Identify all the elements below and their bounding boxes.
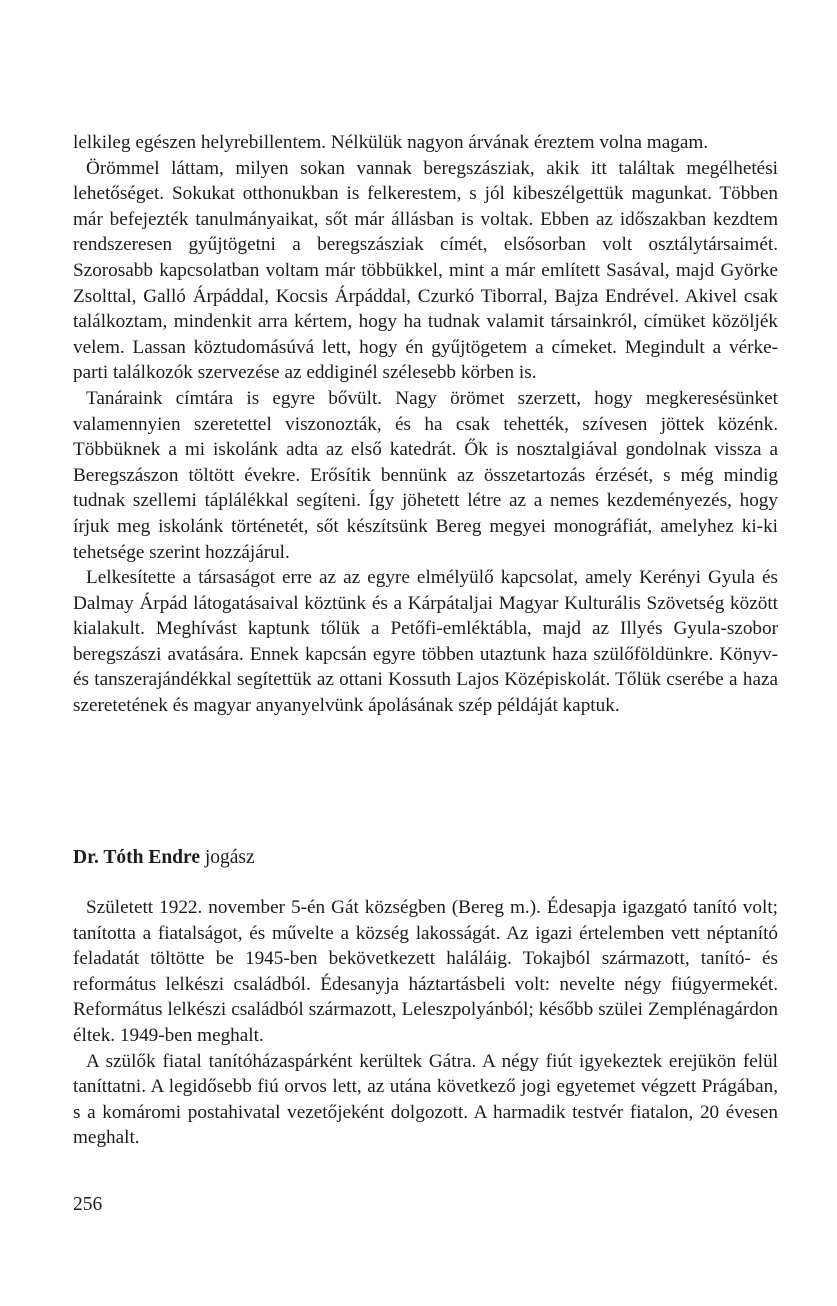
- person-role: jogász: [199, 847, 255, 868]
- main-text: [73, 130, 778, 719]
- biography-text: [73, 895, 778, 1151]
- page-number: 256: [73, 1194, 103, 1215]
- paragraph: Örömmel láttam, milyen sokan vannak beregszásziak, akik itt találtak megélhetési lehetőséget. Sokukat otthonukban is felkerestem, s jól kibeszélgettük magunkat. Többen már befejezték tanulmányaikat, sőt már állásban is voltak. Ebben az időszakban kezdtem rendszeresen gyűjtögetni a beregszásziak címét, elsősorban volt osztálytársaimét. Szorosabb kapcsolatban voltam már többükkel, mint a már említett Sasával, majd Györke Zsolttal, Galló Árpáddal, Kocsis Árpáddal, Czurkó Tiborral, Bajza Endrével. Akivel csak találkoztam, mindenkit arra kértem, hogy ha tudnak valamit társainkról, címüket közöljék velem. Lassan köztudomásúvá lett, hogy én gyűjtögetem a címeket. Megindult a vérke-parti találkozók szervezése az eddiginél szélesebb körben is.: [73, 157, 778, 384]
- paragraph: A szülők fiatal tanítóházaspárként kerültek Gátra. A négy fiút igyekeztek erejükön felül taníttatni. A legidősebb fiú orvos lett, az utána következő jogi egyetemet végzett Prágában, s a komáromi postahivatal vezetőjeként dolgozott. A harmadik testvér fiatalon, 20 évesen meghalt.: [73, 1050, 778, 1149]
- paragraph: Lelkesítette a társaságot erre az az egyre elmélyülő kapcsolat, amely Kerényi Gyula és Dalmay Árpád látogatásaival köztünk és a Kárpátaljai Magyar Kulturális Szövetség között kialakult. Meghívást kaptunk tőlük a Petőfi-emléktábla, majd az Illyés Gyula-szobor beregszászi avatására. Ennek kapcsán egyre többen utaztunk haza szülőföldünkre. Könyv- és tanszerajándékkal segítettük az ottani Kossuth Lajos Középiskolát. Tőlük cserébe a haza szeretetének és magyar anyanyelvünk ápolásának szép példáját kaptuk.: [73, 567, 778, 717]
- paragraph: Született 1922. november 5-én Gát községben (Bereg m.). Édesapja igazgató tanító volt; tanította a fiatalságot, és művelte a község lakosságát. Az igazi értelemben vett néptanító feladatát töltötte be 1945-ben bekövetkezett haláláig. Tokajból származott, tanító- és református lelkészi családból. Édesanyja háztartásbeli volt: nevelte négy fiúgyermekét. Református lelkészi családból származott, Leleszpolyánból; később szülei Zemplénagárdon éltek. 1949-ben meghalt.: [73, 897, 778, 1046]
- paragraph: lelkileg egészen helyrebillentem. Nélkülük nagyon árvának éreztem volna magam.: [73, 132, 709, 153]
- section-heading: [73, 845, 778, 871]
- paragraph: Tanáraink címtára is egyre bővült. Nagy örömet szerzett, hogy megkeresésünket valamennyien szeretettel viszonozták, és ha csak tehették, szívesen jöttek közénk. Többüknek a mi iskolánk adta az első katedrát. Ők is nosztalgiával gondolnak vissza a Beregszászon töltött évekre. Erősítik bennünk az összetartozás érzését, s még mindig tudnak szellemi táplálékkal segíteni. Így jöhetett létre az a nemes kezdeményezés, hogy írjuk meg iskolánk történetét, sőt készítsünk Bereg megyei monográfiát, amelyhez ki-ki tehetsége szerint hozzájárul.: [73, 387, 778, 563]
- person-name: Dr. Tóth Endre: [73, 847, 200, 868]
